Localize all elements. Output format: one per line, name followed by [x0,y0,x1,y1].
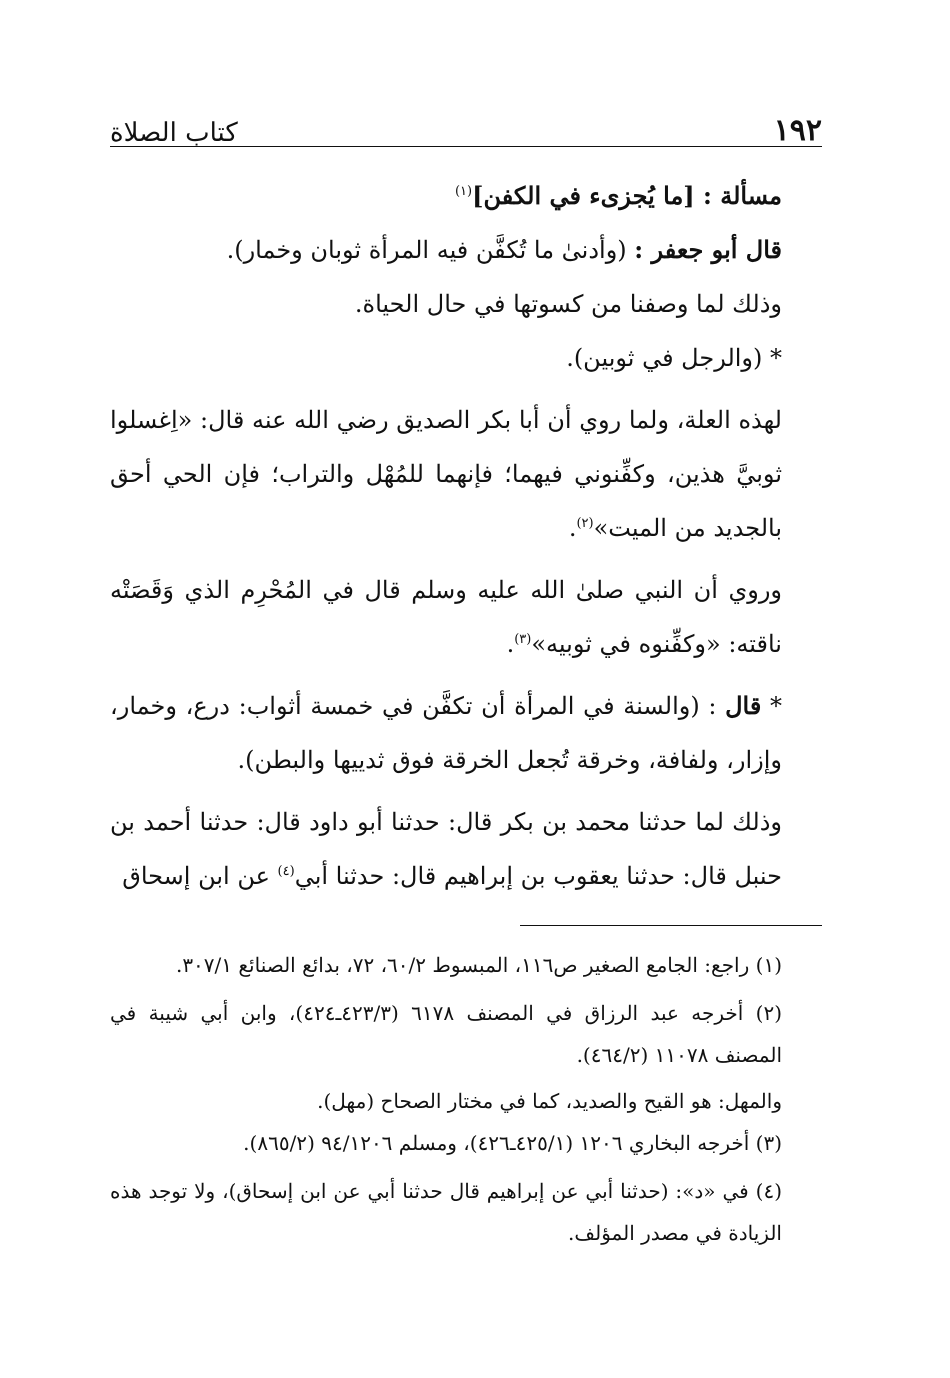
paragraph-3: * (والرجل في ثوبين). [566,344,782,372]
book-page [110,100,822,1254]
issue-label: مسألة : [ما يُجزىء في الكفن] [472,181,782,210]
footnote-divider [520,925,822,926]
paragraph-5 [110,563,822,671]
paragraph-4-text: لهذه العلة، ولما روي أن أبا بكر الصديق رضي الله عنه قال: «اِغسلوا ثوبيَّ هذين، وكفِّنوني فيهما؛ فإنهما للمُهْل والتراب؛ فإن الحي أحق بالجديد من الميت» [110,406,782,542]
paragraph-1-lead: قال أبو جعفر : [634,235,782,264]
paragraph-7 [110,795,822,903]
footnote-ref-2: (٢) [576,516,594,531]
paragraph-6 [110,679,822,787]
page-header [110,100,822,147]
paragraph-4-end: . [568,514,577,542]
footnote-2-note: والمهل: هو القيح والصديد، كما في مختار الصحاح (مهل). [317,1089,782,1113]
footnote-3: (٣) أخرجه البخاري ١٢٠٦ (٤٢٥/١ـ٤٢٦)، ومسلم ٩٤/١٢٠٦ (٨٦٥/٢). [243,1131,782,1155]
paragraph-5-end: . [506,630,515,658]
footnote-ref-3: (٣) [514,632,532,647]
footnote-2: (٢) أخرجه عبد الرزاق في المصنف ٦١٧٨ (٤٢٣/٣ـ٤٢٤)، وابن أبي شيبة في المصنف ١١٠٧٨ (٤٦٤/٢). [110,1001,782,1067]
paragraph-5-text: وروي أن النبي صلىٰ الله عليه وسلم قال في المُحْرِم الذي وَقَصَتْه ناقته: «وكفِّنوه في ثوبيه» [110,576,782,658]
running-title: كتاب الصلاة [110,118,238,148]
paragraph-1 [110,223,822,277]
paragraph-7-text-a: وذلك لما حدثنا محمد بن بكر قال: حدثنا أبو داود قال: حدثنا أحمد بن حنبل قال: حدثنا يعقوب بن إبراهيم قال: حدثنا أبي [110,808,782,890]
issue-heading [110,169,822,223]
footnote-4: (٤) في «د»: (حدثنا أبي عن إبراهيم قال حدثنا أبي عن ابن إسحاق)، ولا توجد هذه الزيادة في مصدر المؤلف. [110,1179,782,1245]
paragraph-1-text: (وأدنىٰ ما تُكفَّن فيه المرأة ثوبان وخمار). [226,236,635,264]
paragraph-7-text-b: عن ابن إسحاق [122,862,278,890]
footnote-ref-1: (١) [454,184,473,199]
paragraph-6-lead: قال [725,691,762,720]
main-text [110,169,822,903]
footnotes [110,944,822,1254]
paragraph-4 [110,393,822,555]
paragraph-6-text: : (والسنة في المرأة أن تكفَّن في خمسة أثواب: درع، وخمار، وإزار، ولفافة، وخرقة تُجعل الخرقة فوق ثدييها والبطن). [110,692,782,774]
footnote-ref-4: (٤) [277,864,295,879]
footnote-1: (١) راجع: الجامع الصغير ص١١٦، المبسوط ٦٠/٢، ٧٢، بدائع الصنائع ٣٠٧/١. [175,953,782,977]
page-number: ١٩٢ [773,113,822,148]
star-marker: * [761,692,782,720]
paragraph-2: وذلك لما وصفنا من كسوتها في حال الحياة. [354,290,782,318]
